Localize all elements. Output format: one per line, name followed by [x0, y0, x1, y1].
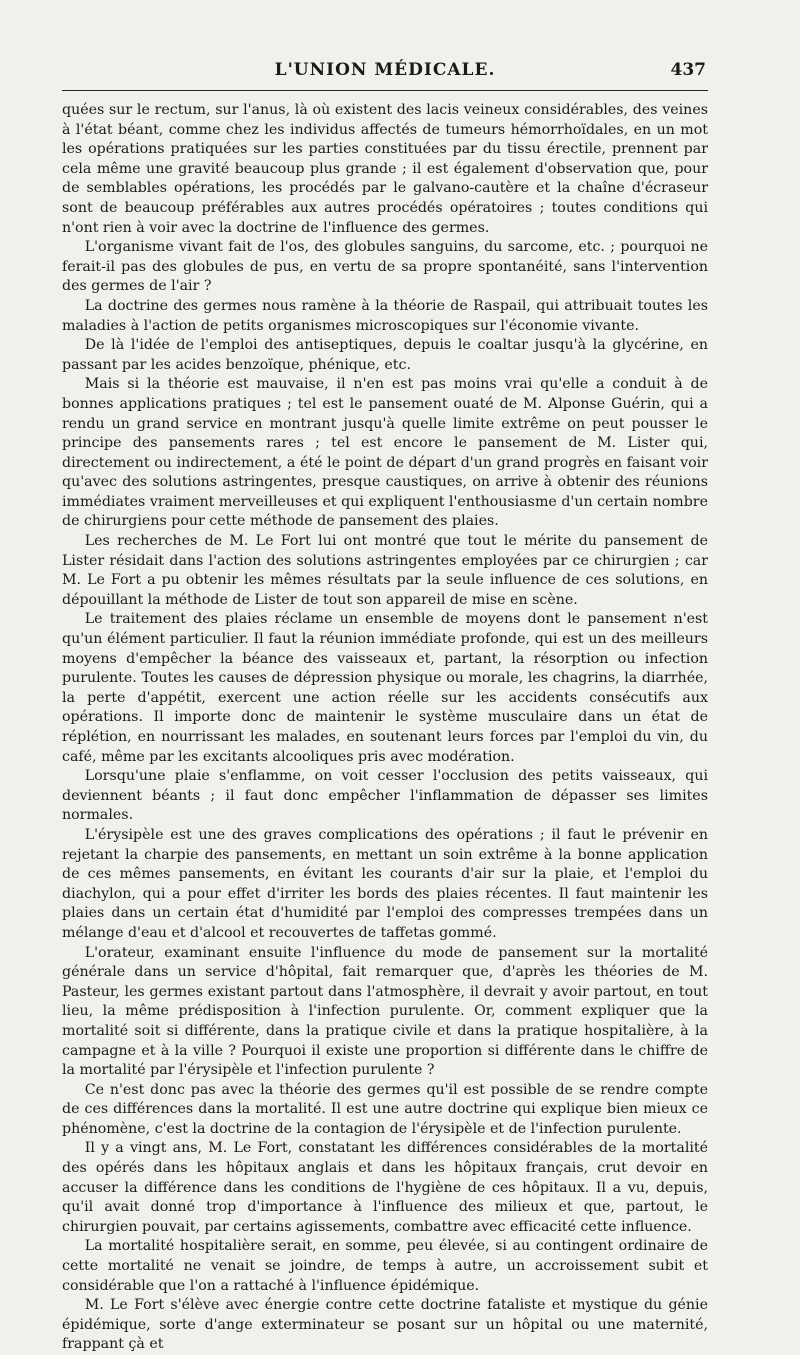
paragraph: La mortalité hospitalière serait, en somme, peu élevée, si au contingent ordinaire de cette mortalité ne venait se joindre, de temps à autre, un accroissement subit et considérable que l'on a rattaché à l'influence épidémique. — [62, 1238, 708, 1294]
paragraph: L'organisme vivant fait de l'os, des globules sanguins, du sarcome, etc. ; pourquoi ne ferait-il pas des globules de pus, en vertu de sa propre spontanéité, sans l'intervention des germes de l'air ? — [62, 239, 708, 295]
page-number: 437 — [670, 60, 706, 80]
running-title: L'UNION MÉDICALE. — [274, 60, 496, 80]
paragraph: Il y a vingt ans, M. Le Fort, constatant les différences considérables de la mortalité des opérés dans les hôpitaux anglais et dans les hôpitaux français, crut devoir en accuser la différence dans les conditions de l'hygiène de ces hôpitaux. Il a vu, depuis, qu'il avait donné trop d'importance à l'influence des milieux et que, partout, le chirurgien pouvait, par certains agissements, combattre avec efficacité cette influence. — [62, 1140, 708, 1235]
paragraph: L'érysipèle est une des graves complications des opérations ; il faut le prévenir en rejetant la charpie des pansements, en mettant un soin extrême à la bonne application de ces mêmes pansements, en évitant les courants d'air sur la plaie, et l'emploi du diachylon, qui a pour effet d'irriter les bords des plaies récentes. Il faut maintenir les plaies dans un certain état d'humidité par l'emploi des compresses trempées dans un mélange d'eau et d'alcool et recouvertes de taffetas gommé. — [62, 826, 708, 941]
paragraph: De là l'idée de l'emploi des antiseptiques, depuis le coaltar jusqu'à la glycérine, en passant par les acides benzoïque, phénique, etc. — [62, 337, 708, 373]
paragraph: Le traitement des plaies réclame un ensemble de moyens dont le pansement n'est qu'un élément particulier. Il faut la réunion immédiate profonde, qui est un des meilleurs moyens d'empêcher la béance des vaisseaux et, partant, la résorption ou infection purulente. Toutes les causes de dépression physique ou morale, les chagrins, la diarrhée, la perte d'appétit, exercent une action réelle sur les accidents consécutifs aux opérations. Il importe donc de maintenir le système musculaire dans un état de réplétion, en nourrissant les malades, en soutenant leurs forces par l'emploi du vin, du café, même par les excitants alcooliques pris avec modération. — [62, 611, 708, 765]
paragraph: Les recherches de M. Le Fort lui ont montré que tout le mérite du pansement de Lister résidait dans l'action des solutions astringentes employées par ce chirurgien ; car M. Le Fort a pu obtenir les mêmes résultats par la seule influence de ces solutions, en dépouillant la méthode de Lister de tout son appareil de mise en scène. — [62, 533, 708, 608]
paragraph: Mais si la théorie est mauvaise, il n'en est pas moins vrai qu'elle a conduit à de bonnes applications pratiques ; tel est le pansement ouaté de M. Alponse Guérin, qui a rendu un grand service en montrant jusqu'à quelle limite extrême on peut pousser le principe des pansements rares ; tel est encore le pansement de M. Lister qui, directement ou indirectement, a été le point de départ d'un grand progrès en faisant voir qu'avec des solutions astringentes, presque caustiques, on arrive à obtenir des réunions immédiates vraiment merveilleuses et qui expliquent l'enthousiasme d'un certain nombre de chirurgiens pour cette méthode de pansement des plaies. — [62, 376, 708, 530]
page-header — [62, 56, 708, 91]
article-body — [62, 101, 708, 1355]
paragraph: quées sur le rectum, sur l'anus, là où existent des lacis veineux considérables, des veines à l'état béant, comme chez les individus affectés de tumeurs hémorrhoïdales, en un mot les opérations pratiquées sur les parties constituées par du tissu érectile, prennent par cela même une gravité beaucoup plus grande ; il est également d'observation que, pour de semblables opérations, les procédés par le galvano-cautère et la chaîne d'écraseur sont de beaucoup préférables aux autres procédés opératoires ; toutes conditions qui n'ont rien à voir avec la doctrine de l'influence des germes. — [62, 102, 708, 236]
paragraph: La doctrine des germes nous ramène à la théorie de Raspail, qui attribuait toutes les maladies à l'action de petits organismes microscopiques sur l'économie vivante. — [62, 297, 708, 334]
paragraph: Lorsqu'une plaie s'enflamme, on voit cesser l'occlusion des petits vaisseaux, qui deviennent béants ; il faut donc empêcher l'inflammation de dépasser ses limites normales. — [62, 768, 708, 824]
paragraph: M. Le Fort s'élève avec énergie contre cette doctrine fataliste et mystique du génie épidémique, sorte d'ange exterminateur se posant sur un hôpital ou une maternité, frappant çà et — [62, 1297, 708, 1353]
paragraph: Ce n'est donc pas avec la théorie des germes qu'il est possible de se rendre compte de ces différences dans la mortalité. Il est une autre doctrine qui explique bien mieux ce phénomène, c'est la doctrine de la contagion de l'érysipèle et de l'infection purulente. — [62, 1081, 708, 1137]
paragraph: L'orateur, examinant ensuite l'influence du mode de pansement sur la mortalité générale dans un service d'hôpital, fait remarquer que, d'après les théories de M. Pasteur, les germes existant partout dans l'atmosphère, il devrait y avoir partout, en tout lieu, la même prédisposition à l'infection purulente. Or, comment expliquer que la mortalité soit si différente, dans la pratique civile et dans la pratique hospitalière, à la campagne et à la ville ? Pourquoi il existe une proportion si différente dans le chiffre de la mortalité par l'érysipèle et l'infection purulente ? — [62, 944, 708, 1079]
